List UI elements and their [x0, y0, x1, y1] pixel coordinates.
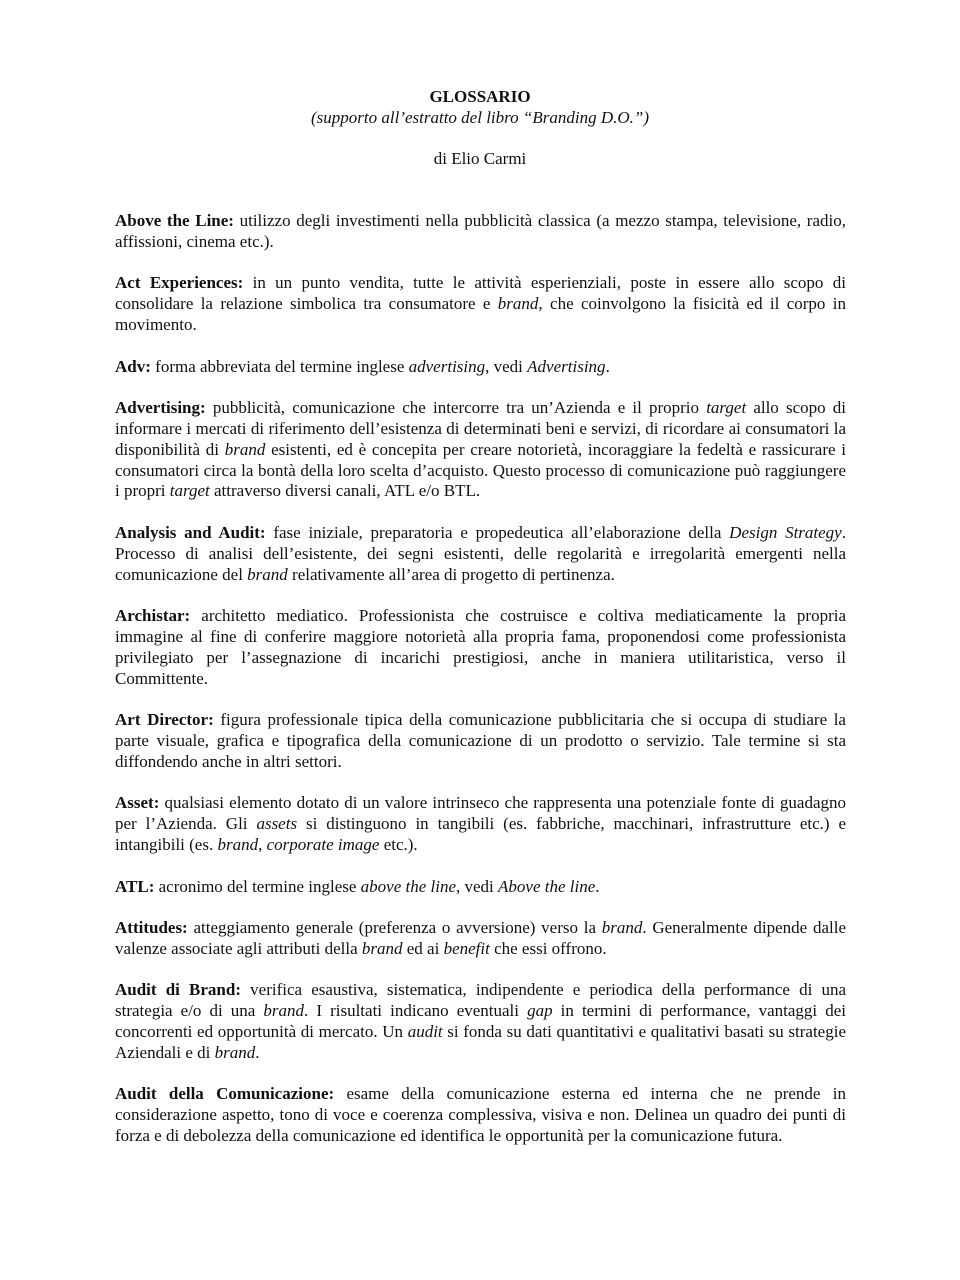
document-author: di Elio Carmi [433, 149, 527, 168]
glossary-definition-text: atteggiamento generale (preferenza o avversione) verso la [187, 918, 602, 938]
glossary-term: Audit della Comunicazione: [115, 1084, 335, 1104]
glossary-italic-term: Above the line [498, 876, 596, 896]
glossary-italic-term: brand [497, 294, 539, 314]
glossary-term: Art Director: [115, 710, 214, 730]
glossary-definition-text: che essi offrono. [489, 938, 607, 958]
glossary-entry [115, 710, 846, 772]
glossary-definition-text: , che coinvolgono la fisicità ed il corpo in movimento. [115, 294, 846, 334]
glossary-italic-term: corporate image [266, 834, 380, 854]
glossary-definition-text: in un punto vendita, tutte le attività esperienziali, poste in essere allo scopo di consolidare la relazione simbolica tra consumatore e [115, 273, 846, 314]
glossary-definition-text: verifica esaustiva, sistematica, indipendente e periodica della performance di una strategia e/o di una [115, 980, 846, 1021]
glossary-definition-text: ed ai [402, 938, 444, 958]
glossary-term: Asset: [115, 793, 160, 813]
glossary-italic-term: Advertising [527, 356, 606, 376]
glossary-definition-text: si distinguono in tangibili (es. fabbriche, macchinari, infrastrutture etc.) e intangibili (es. [115, 814, 847, 854]
glossary-term: Adv: [115, 356, 151, 376]
glossary-definition-text: figura professionale tipica della comunicazione pubblicitaria che si occupa di studiare la parte visuale, grafica e tipografica della comunicazione di un prodotto o servizio. Tale termine si sta diffondendo anche in altri settori. [115, 710, 846, 771]
glossary-italic-term: brand [217, 834, 259, 854]
glossary-italic-term: brand [601, 918, 643, 938]
glossary-definition-text: forma abbreviata del termine inglese [150, 356, 409, 376]
glossary-body [115, 211, 846, 1168]
glossary-definition-text: qualsiasi elemento dotato di un valore intrinseco che rappresenta una potenziale fonte di guadagno per l’Azienda. Gli [115, 793, 846, 834]
glossary-definition-text: architetto mediatico. Professionista che costruisce e coltiva mediaticamente la propria immagine al fine di conferire maggiore notorietà alla propria fama, proponendosi come professionista privilegiato per l’assegnazione di incarichi prestigiosi, anche in maniera utilitaristica, verso il Committente. [115, 606, 846, 688]
glossary-term: Attitudes: [115, 918, 188, 938]
glossary-definition-text: allo scopo di informare i mercati di riferimento dell’esistenza di determinati beni e servizi, di ricordare ai consumatori la disponibilità di [115, 398, 846, 459]
glossary-entry [115, 980, 846, 1063]
glossary-entry [115, 273, 846, 335]
glossary-definition-text: acronimo del termine inglese [154, 876, 361, 896]
glossary-entry [115, 793, 846, 855]
glossary-definition-text: si fonda su dati quantitativi e qualitativi basati su strategie Aziendali e di [115, 1022, 846, 1062]
glossary-italic-term: assets [256, 814, 298, 834]
glossary-definition-text: . Generalmente dipende dalle valenze associate agli attributi della [115, 918, 847, 958]
glossary-italic-term: target [169, 481, 210, 501]
glossary-definition-text: . [605, 356, 610, 376]
glossary-definition-text: . [595, 876, 600, 896]
glossary-definition-text: . [255, 1042, 260, 1062]
glossary-definition-text: relativamente all’area di progetto di pertinenza. [287, 564, 615, 584]
glossary-definition-text: , vedi [485, 356, 528, 376]
glossary-term: Above the Line: [115, 211, 234, 230]
glossary-definition-text: esistenti, ed è concepita per creare notorietà, incoraggiare la fedeltà e rassicurare i consumatori circa la bontà della loro scelta d’acquisto. Questo processo di comunicazione può raggiungere i propri [115, 439, 846, 501]
glossary-italic-term: brand [224, 439, 266, 459]
glossary-entry [115, 398, 846, 502]
glossary-term: Audit di Brand: [115, 980, 241, 1000]
glossary-entry [115, 877, 846, 898]
glossary-term: Advertising: [115, 398, 206, 418]
glossary-entry [115, 1084, 846, 1146]
glossary-entry [115, 523, 846, 585]
glossary-definition-text: pubblicità, comunicazione che intercorre tra un’Azienda e il proprio [205, 398, 707, 418]
glossary-term: Act Experiences: [115, 273, 244, 293]
glossary-entry [115, 918, 846, 960]
glossary-entry [115, 211, 846, 253]
glossary-definition-text: utilizzo degli investimenti nella pubblicità classica (a mezzo stampa, televisione, radio, affissioni, cinema etc.). [115, 211, 846, 251]
document-subtitle: (supporto all’estratto del libro “Branding D.O.”) [311, 108, 649, 127]
glossary-italic-term: Design Strategy [729, 522, 842, 542]
glossary-definition-text: attraverso diversi canali, ATL e/o BTL. [209, 481, 481, 501]
glossary-definition-text: esame della comunicazione esterna ed interna che ne prende in considerazione aspetto, tono di voce e coerenza complessiva, visiva e non. Delinea un quadro dei punti di forza e di debolezza della comunicazione ed identifica le opportunità per la comunicazione futura. [115, 1084, 846, 1146]
glossary-italic-term: brand [247, 564, 288, 584]
glossary-italic-term: brand [361, 938, 403, 958]
glossary-definition-text: . Processo di analisi dell’esistente, dei segni esistenti, delle regolarità e irregolarità emergenti nella comunicazione del [115, 522, 846, 584]
glossary-term: Analysis and Audit: [115, 522, 266, 542]
glossary-definition-text: , [258, 834, 267, 854]
glossary-definition-text: , vedi [456, 876, 499, 896]
glossary-italic-term: benefit [443, 938, 490, 958]
glossary-entry [115, 357, 846, 378]
glossary-term: ATL: [115, 876, 155, 896]
glossary-italic-term: above the line [360, 876, 457, 896]
glossary-italic-term: brand [214, 1042, 256, 1062]
glossary-italic-term: gap [527, 1001, 553, 1021]
glossary-italic-term: audit [407, 1022, 443, 1042]
glossary-italic-term: target [706, 398, 747, 418]
glossary-entry [115, 606, 846, 689]
glossary-definition-text: fase iniziale, preparatoria e propedeutica all’elaborazione della [265, 522, 730, 542]
glossary-term: Archistar: [115, 606, 191, 626]
document-title: GLOSSARIO [429, 87, 531, 106]
glossary-definition-text: in termini di performance, vantaggi dei concorrenti ed opportunità di mercato. Un [115, 1001, 846, 1042]
glossary-definition-text: etc.). [379, 834, 418, 854]
glossary-italic-term: brand [263, 1001, 305, 1021]
glossary-definition-text: . I risultati indicano eventuali [304, 1001, 528, 1021]
glossary-italic-term: advertising [408, 356, 486, 376]
